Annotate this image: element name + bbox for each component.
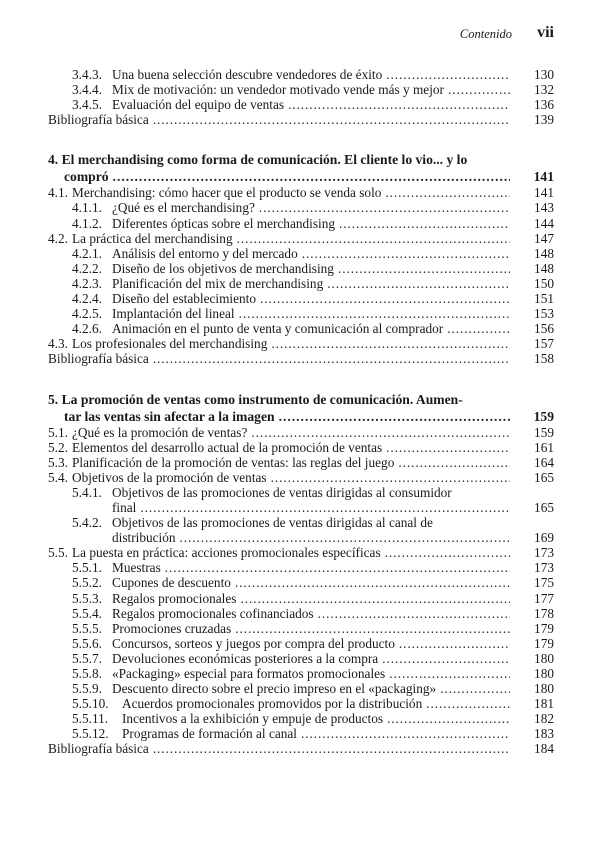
entry-number: 5.5.6. [72, 635, 102, 651]
dot-leader [279, 408, 510, 425]
entry-page: 130 [534, 67, 554, 82]
dot-leader [239, 306, 510, 321]
dot-leader [180, 530, 510, 545]
dot-leader [259, 200, 510, 215]
toc-entry[interactable] [48, 306, 554, 321]
dot-leader [260, 291, 510, 306]
entry-title: Los profesionales del merchandising [72, 336, 268, 352]
toc-section-3-tail [48, 67, 554, 127]
entry-page: 151 [534, 291, 554, 307]
entry-title: Objetivos de la promoción de ventas [72, 469, 267, 485]
entry-page: 177 [534, 590, 554, 606]
entry-number: 5.4.2. [72, 515, 102, 531]
dot-leader [153, 351, 510, 366]
toc-entry[interactable] [48, 291, 554, 306]
running-head [48, 24, 554, 44]
running-head-title: Contenido [459, 27, 512, 41]
toc-entry[interactable] [48, 711, 554, 726]
entry-page: 148 [534, 260, 554, 276]
chapter-5-title-line-2: tar las ventas sin afectar a la imagen [64, 408, 275, 424]
entry-page: 179 [534, 635, 554, 651]
entry-number: 5.4. [48, 469, 68, 485]
toc-entry[interactable] [48, 636, 554, 651]
entry-title: Acuerdos promocionales promovidos por la distribución [122, 696, 423, 712]
entry-title: ¿Qué es el merchandising? [112, 200, 255, 216]
toc-entry[interactable] [48, 67, 554, 82]
entry-page: 178 [534, 605, 554, 621]
entry-number: 4.2.1. [72, 245, 102, 261]
toc-entry[interactable] [48, 455, 554, 470]
entry-page: 181 [534, 696, 554, 712]
entry-title: La puesta en práctica: acciones promocionales específicas [72, 545, 381, 561]
entry-title: Concursos, sorteos y juegos por compra del producto [112, 635, 395, 651]
dot-leader [153, 112, 510, 127]
dot-leader [447, 321, 510, 336]
dot-leader [288, 97, 510, 112]
dot-leader [240, 591, 510, 606]
dot-leader [448, 82, 510, 97]
entry-page: 173 [534, 545, 554, 561]
dot-leader [237, 231, 510, 246]
entry-number: 3.4.5. [72, 97, 102, 113]
entry-page: 156 [534, 321, 554, 337]
dot-leader [251, 425, 510, 440]
table-of-contents [48, 67, 554, 757]
dot-leader [302, 246, 510, 261]
entry-number: 5.5.9. [72, 681, 102, 697]
toc-entry[interactable] [48, 336, 554, 351]
dot-leader [385, 545, 510, 560]
entry-page: 173 [534, 560, 554, 576]
entry-title: Análisis del entorno y del mercado [112, 245, 298, 261]
dot-leader [389, 666, 510, 681]
toc-entry[interactable] [48, 575, 554, 590]
running-head-page-number: vii [537, 24, 554, 41]
entry-title: Elementos del desarrollo actual de la promoción de ventas [72, 439, 383, 455]
toc-entry-5-4-2[interactable] [48, 515, 554, 545]
entry-number: 4.2.5. [72, 306, 102, 322]
toc-entry[interactable] [48, 651, 554, 666]
toc-entry[interactable] [48, 666, 554, 681]
dot-leader [113, 168, 510, 185]
entry-page: 180 [534, 681, 554, 697]
entry-page: 165 [534, 469, 554, 485]
toc-entry[interactable] [48, 185, 554, 200]
entry-page: 175 [534, 575, 554, 591]
dot-leader [386, 67, 510, 82]
entry-page: 148 [534, 245, 554, 261]
entry-number: 5.3. [48, 454, 68, 470]
entry-title-line-1: Objetivos de las promociones de ventas dirigidas al canal de [112, 515, 433, 531]
entry-page: 179 [534, 620, 554, 636]
entry-title: Muestras [112, 560, 161, 576]
entry-number: 5.5. [48, 545, 68, 561]
entry-page: 143 [534, 200, 554, 216]
entry-title: Planificación de la promoción de ventas: las reglas del juego [72, 454, 395, 470]
entry-number: 5.5.11. [72, 711, 109, 727]
entry-title-line-1: Objetivos de las promociones de ventas dirigidas al consumidor [112, 484, 452, 500]
entry-number: 4.1.2. [72, 215, 102, 231]
dot-leader [382, 651, 510, 666]
toc-entry[interactable] [48, 97, 554, 112]
dot-leader [235, 575, 510, 590]
entry-page: 147 [534, 230, 554, 246]
toc-entry[interactable] [48, 82, 554, 97]
entry-title: Regalos promocionales [112, 590, 237, 606]
chapter-4-page: 141 [533, 169, 554, 185]
toc-entry[interactable] [48, 425, 554, 440]
entry-page: 169 [534, 530, 554, 546]
entry-number: 5.1. [48, 424, 68, 440]
entry-title: Bibliografía básica [48, 351, 149, 367]
chapter-5-title-line-1: 5. La promoción de ventas como instrumento de comunicación. Aumen- [48, 391, 463, 407]
entry-page: 150 [534, 275, 554, 291]
dot-leader [301, 726, 510, 741]
entry-number: 4.2.2. [72, 260, 102, 276]
entry-title: La práctica del merchandising [72, 230, 233, 246]
entry-page: 132 [534, 82, 554, 98]
chapter-4-heading[interactable] [48, 151, 554, 185]
chapter-4-title-line-2: compró [64, 169, 109, 185]
dot-leader [153, 741, 510, 756]
entry-title: Diferentes ópticas sobre el merchandising [112, 215, 336, 231]
entry-number: 5.5.8. [72, 666, 102, 681]
entry-number: 4.3. [48, 336, 68, 352]
dot-leader [386, 440, 510, 455]
entry-page: 153 [534, 306, 554, 322]
entry-title: Merchandising: cómo hacer que el producto se venda solo [72, 185, 382, 201]
entry-number: 4.1. [48, 185, 68, 201]
dot-leader [338, 261, 510, 276]
entry-title: Incentivos a la exhibición y empuje de productos [122, 711, 384, 727]
entry-page: 183 [534, 726, 554, 742]
toc-entry[interactable] [48, 200, 554, 215]
entry-number: 4.2.4. [72, 291, 102, 307]
entry-number: 4.2.6. [72, 321, 102, 337]
entry-page: 165 [534, 499, 554, 515]
dot-leader [399, 636, 510, 651]
entry-number: 4.1.1. [72, 200, 102, 216]
entry-number: 5.5.3. [72, 590, 102, 606]
toc-entry[interactable] [48, 276, 554, 291]
entry-title: Una buena selección descubre vendedores de éxito [112, 67, 383, 82]
dot-leader [165, 560, 510, 575]
entry-number: 4.2.3. [72, 275, 102, 291]
entry-number: 3.4.4. [72, 82, 102, 98]
entry-page: 136 [534, 97, 554, 113]
entry-title: Implantación del lineal [112, 306, 235, 322]
toc-entry[interactable] [48, 545, 554, 560]
toc-section-4 [48, 185, 554, 366]
entry-title: Descuento directo sobre el precio impreso en el «packaging» [112, 681, 437, 697]
entry-number: 5.5.10. [72, 696, 109, 712]
chapter-5-heading[interactable] [48, 391, 554, 425]
entry-page: 182 [534, 711, 554, 727]
toc-entry[interactable] [48, 591, 554, 606]
toc-section-5-part-1 [48, 425, 554, 485]
entry-title: Mix de motivación: un vendedor motivado vende más y mejor [112, 82, 444, 98]
toc-entry-bibliography[interactable] [48, 351, 554, 366]
dot-leader [426, 696, 510, 711]
dot-leader [327, 276, 510, 291]
entry-title: Animación en el punto de venta y comunicación al comprador [112, 321, 444, 337]
toc-entry-bibliography[interactable] [48, 112, 554, 127]
dot-leader [440, 681, 510, 696]
toc-entry[interactable] [48, 560, 554, 575]
toc-entry[interactable] [48, 696, 554, 711]
entry-number: 4.2. [48, 230, 68, 246]
toc-entry[interactable] [48, 246, 554, 261]
entry-number: 5.5.2. [72, 575, 102, 591]
dot-leader [339, 216, 510, 231]
entry-title: ¿Qué es la promoción de ventas? [72, 424, 248, 440]
entry-number: 5.5.1. [72, 560, 102, 576]
entry-title: Regalos promocionales cofinanciados [112, 605, 314, 621]
dot-leader [318, 606, 510, 621]
entry-title: Diseño del establecimiento [112, 291, 257, 307]
entry-title: Programas de formación al canal [122, 726, 298, 742]
entry-title: Bibliografía básica [48, 112, 149, 128]
toc-entry[interactable] [48, 621, 554, 636]
entry-number: 5.5.12. [72, 726, 109, 742]
toc-entry[interactable] [48, 470, 554, 485]
entry-title: Evaluación del equipo de ventas [112, 97, 285, 113]
entry-title-line-2: distribución [112, 530, 176, 546]
dot-leader [387, 711, 510, 726]
entry-number: 5.5.4. [72, 605, 102, 621]
dot-leader [235, 621, 510, 636]
dot-leader [271, 336, 510, 351]
entry-title: Devoluciones económicas posteriores a la compra [112, 650, 379, 666]
toc-entry[interactable] [48, 606, 554, 621]
toc-entry[interactable] [48, 321, 554, 336]
entry-title: Planificación del mix de merchandising [112, 275, 324, 291]
entry-title: Promociones cruzadas [112, 620, 232, 636]
toc-section-5-part-2 [48, 545, 554, 756]
entry-page: 164 [534, 454, 554, 470]
entry-number: 5.4.1. [72, 484, 102, 500]
entry-title: Cupones de descuento [112, 575, 231, 591]
dot-leader [140, 500, 510, 515]
toc-entry[interactable] [48, 726, 554, 741]
entry-page: 180 [534, 666, 554, 681]
entry-page: 141 [534, 185, 554, 201]
entry-title-line-2: final [112, 499, 137, 515]
entry-number: 5.2. [48, 439, 68, 455]
entry-page: 157 [534, 336, 554, 352]
chapter-5-page: 159 [533, 408, 554, 424]
entry-page: 158 [534, 351, 554, 367]
entry-title: «Packaging» especial para formatos promocionales [112, 666, 386, 681]
entry-page: 159 [534, 424, 554, 440]
toc-entry-5-4-1[interactable] [48, 485, 554, 515]
dot-leader [271, 470, 510, 485]
entry-page: 184 [534, 741, 554, 757]
entry-number: 3.4.3. [72, 67, 102, 82]
dot-leader [385, 185, 510, 200]
entry-number: 5.5.5. [72, 620, 102, 636]
entry-title: Diseño de los objetivos de merchandising [112, 260, 334, 276]
entry-page: 144 [534, 215, 554, 231]
entry-number: 5.5.7. [72, 650, 102, 666]
entry-page: 139 [534, 112, 554, 128]
entry-page: 180 [534, 650, 554, 666]
toc-entry[interactable] [48, 681, 554, 696]
toc-entry[interactable] [48, 261, 554, 276]
toc-entry[interactable] [48, 216, 554, 231]
entry-page: 161 [534, 439, 554, 455]
toc-entry[interactable] [48, 231, 554, 246]
toc-entry[interactable] [48, 440, 554, 455]
dot-leader [398, 455, 510, 470]
chapter-4-title-line-1: 4. El merchandising como forma de comunicación. El cliente lo vio... y lo [48, 152, 468, 168]
toc-entry-bibliography[interactable] [48, 741, 554, 756]
entry-title: Bibliografía básica [48, 741, 149, 757]
